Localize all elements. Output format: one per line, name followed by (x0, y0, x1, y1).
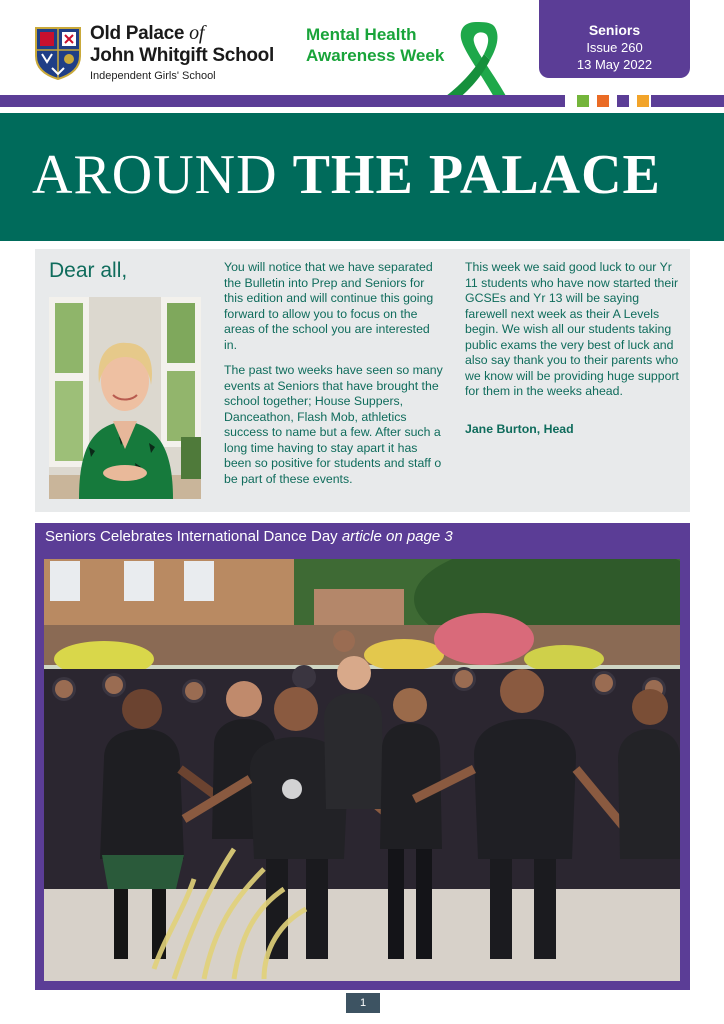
square-yellow (637, 95, 649, 107)
school-name-line1: Old Palace (90, 23, 185, 44)
square-green (577, 95, 589, 107)
campaign-title-line2: Awareness Week (306, 46, 445, 65)
school-name-of: of (189, 22, 205, 44)
page-title-bold: THE PALACE (292, 144, 661, 206)
campaign-title-line1: Mental Health (306, 25, 417, 44)
issue-date: 13 May 2022 (576, 57, 653, 72)
letter-column-2 (465, 260, 681, 447)
letter-paragraph: The past two weeks have seen so many events at Seniors that have brought the school together; House Suppers, Danceathon, Flash Mob, athletics success to name but a few. After such a long time having to stay apart it has been so positive for students and staff o be part of these events. (224, 363, 443, 486)
head-letter (35, 249, 690, 512)
dance-article-link[interactable]: article on page 3 (341, 528, 453, 545)
school-crest-icon (34, 26, 82, 80)
page-number: 1 (346, 993, 380, 1013)
color-squares (577, 95, 649, 107)
school-tagline: Independent Girls' School (90, 70, 216, 82)
letter-signature: Jane Burton, Head (465, 421, 574, 436)
dance-day-photo (44, 559, 680, 981)
issue-section: Seniors (588, 22, 641, 38)
headteacher-photo (49, 297, 201, 499)
school-name-line2: John Whitgift School (90, 45, 274, 66)
page-title-light: AROUND (32, 144, 278, 206)
square-purple (617, 95, 629, 107)
dance-heading (45, 527, 453, 547)
school-name (90, 22, 274, 84)
letter-paragraph: This week we said good luck to our Yr 11 students who have now started their GCSEs and Yr 13 will be saying farewell next week as their A Levels begin. We wish all our students taking public exams the very best of luck and also say thank you to their parents who we know will be providing huge support for them in the weeks ahead. (465, 260, 679, 398)
issue-badge (539, 0, 690, 78)
letter-paragraph: You will notice that we have separated the Bulletin into Prep and Seniors for this edition and will continue this going forward to allow you to focus on the areas of the school you are interested in. (224, 260, 434, 352)
dance-heading-title: Seniors Celebrates International Dance Day (45, 528, 338, 545)
dance-day-feature (35, 523, 690, 990)
page-title (32, 142, 661, 208)
letter-greeting: Dear all, (49, 259, 128, 282)
issue-number: Issue 260 (586, 40, 643, 55)
square-orange (597, 95, 609, 107)
letter-column-1 (224, 260, 446, 497)
campaign-title (306, 24, 444, 66)
